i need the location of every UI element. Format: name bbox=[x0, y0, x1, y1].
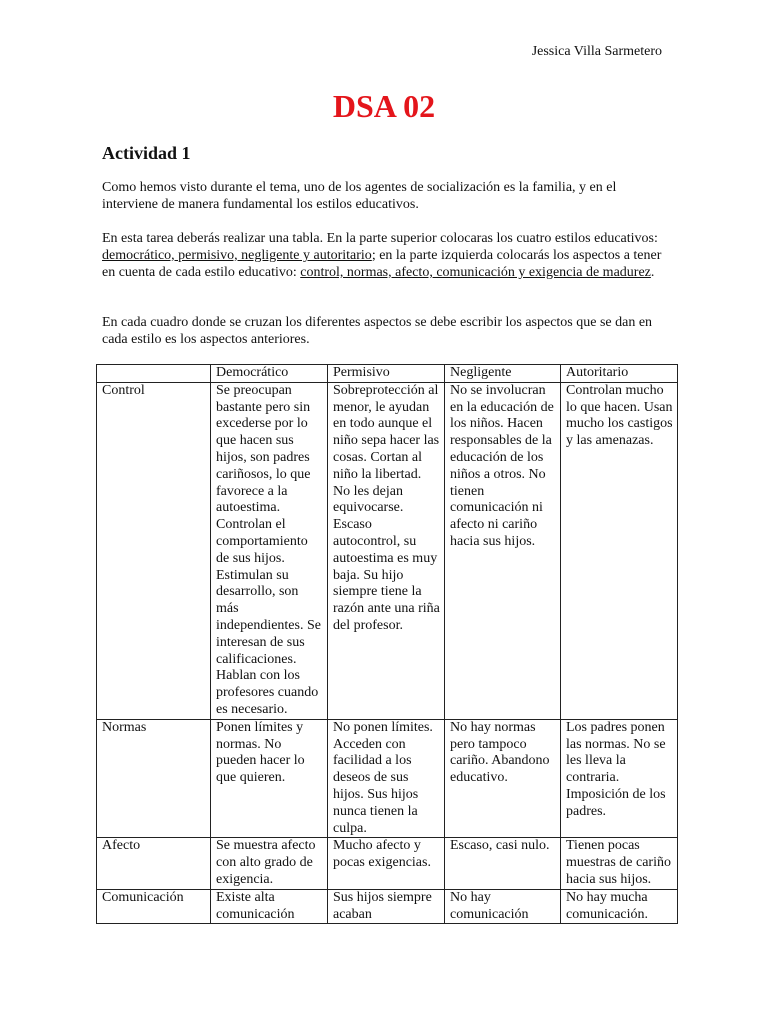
header-cell-autoritario: Autoritario bbox=[561, 365, 678, 383]
header-cell-democratico: Democrático bbox=[211, 365, 328, 383]
task-text-middle: ; en la parte izquierda colocarás los aspectos a tener en cuenta de cada estilo educativo: bbox=[102, 248, 662, 280]
task-paragraph bbox=[102, 230, 668, 281]
table-cell: Sus hijos siempre acaban bbox=[328, 889, 445, 924]
intro-paragraph: Como hemos visto durante el tema, uno de los agentes de socialización es la familia, y en el interviene de manera fundamental los estilos educativos. bbox=[102, 180, 617, 212]
table-cell: Sobreprotección al menor, le ayudan en todo aunque el niño sepa hacer las cosas. Cortan al niño la libertad. No les dejan equivocarse. Escaso autocontrol, su autoestima es muy baja. Su hijo siempre tiene la razón ante una riña del profesor. bbox=[328, 382, 445, 719]
table-cell: No hay mucha comunicación. bbox=[561, 889, 678, 924]
table-header-row bbox=[97, 365, 678, 383]
instruction-paragraph: En cada cuadro donde se cruzan los diferentes aspectos se debe escribir los aspectos que se dan en cada estilo es los aspectos anteriores. bbox=[102, 315, 653, 347]
table-cell: No ponen límites. Acceden con facilidad a los deseos de sus hijos. Sus hijos nunca tienen la culpa. bbox=[328, 719, 445, 838]
aspect-cell: Normas bbox=[97, 719, 211, 838]
author-name: Jessica Villa Sarmetero bbox=[531, 44, 662, 59]
styles-table bbox=[96, 364, 678, 924]
table-row bbox=[97, 719, 678, 838]
table-cell: Mucho afecto y pocas exigencias. bbox=[328, 838, 445, 889]
table-cell: Tienen pocas muestras de cariño hacia sus hijos. bbox=[561, 838, 678, 889]
table-row bbox=[97, 889, 678, 924]
task-text-end: . bbox=[650, 265, 655, 280]
aspect-cell: Control bbox=[97, 382, 211, 719]
table-cell: Existe alta comunicación bbox=[211, 889, 328, 924]
header-cell-empty bbox=[97, 365, 211, 383]
aspect-cell: Afecto bbox=[97, 838, 211, 889]
table-cell: Escaso, casi nulo. bbox=[445, 838, 561, 889]
table-row bbox=[97, 838, 678, 889]
table-cell: Se muestra afecto con alto grado de exigencia. bbox=[211, 838, 328, 889]
aspect-cell: Comunicación bbox=[97, 889, 211, 924]
task-text-start: En esta tarea deberás realizar una tabla. En la parte superior colocaras los cuatro estilos educativos: bbox=[102, 231, 658, 246]
styles-underlined: democrático, permisivo, negligente y autoritario bbox=[102, 248, 372, 263]
table-cell: Los padres ponen las normas. No se les lleva la contraria. Imposición de los padres. bbox=[561, 719, 678, 838]
table-cell: No se involucran en la educación de los niños. Hacen responsables de la educación de los niños a otros. No tienen comunicación ni afecto ni cariño hacia sus hijos. bbox=[445, 382, 561, 719]
table-cell: No hay comunicación bbox=[445, 889, 561, 924]
table-cell: Controlan mucho lo que hacen. Usan mucho los castigos y las amenazas. bbox=[561, 382, 678, 719]
header-cell-negligente: Negligente bbox=[445, 365, 561, 383]
aspects-underlined: control, normas, afecto, comunicación y exigencia de madurez bbox=[300, 265, 651, 280]
activity-heading: Actividad 1 bbox=[102, 143, 191, 163]
page-title: DSA 02 bbox=[332, 88, 436, 124]
header-cell-permisivo: Permisivo bbox=[328, 365, 445, 383]
table-cell: Ponen límites y normas. No pueden hacer lo que quieren. bbox=[211, 719, 328, 838]
table-cell: Se preocupan bastante pero sin excederse por lo que hacen sus hijos, son padres cariñosos, lo que favorece a la autoestima. Controlan el comportamiento de sus hijos. Estimulan su desarrollo, son más independientes. Se interesan de sus calificaciones. Hablan con los profesores cuando es necesario. bbox=[211, 382, 328, 719]
table-row bbox=[97, 382, 678, 719]
table-cell: No hay normas pero tampoco cariño. Abandono educativo. bbox=[445, 719, 561, 838]
